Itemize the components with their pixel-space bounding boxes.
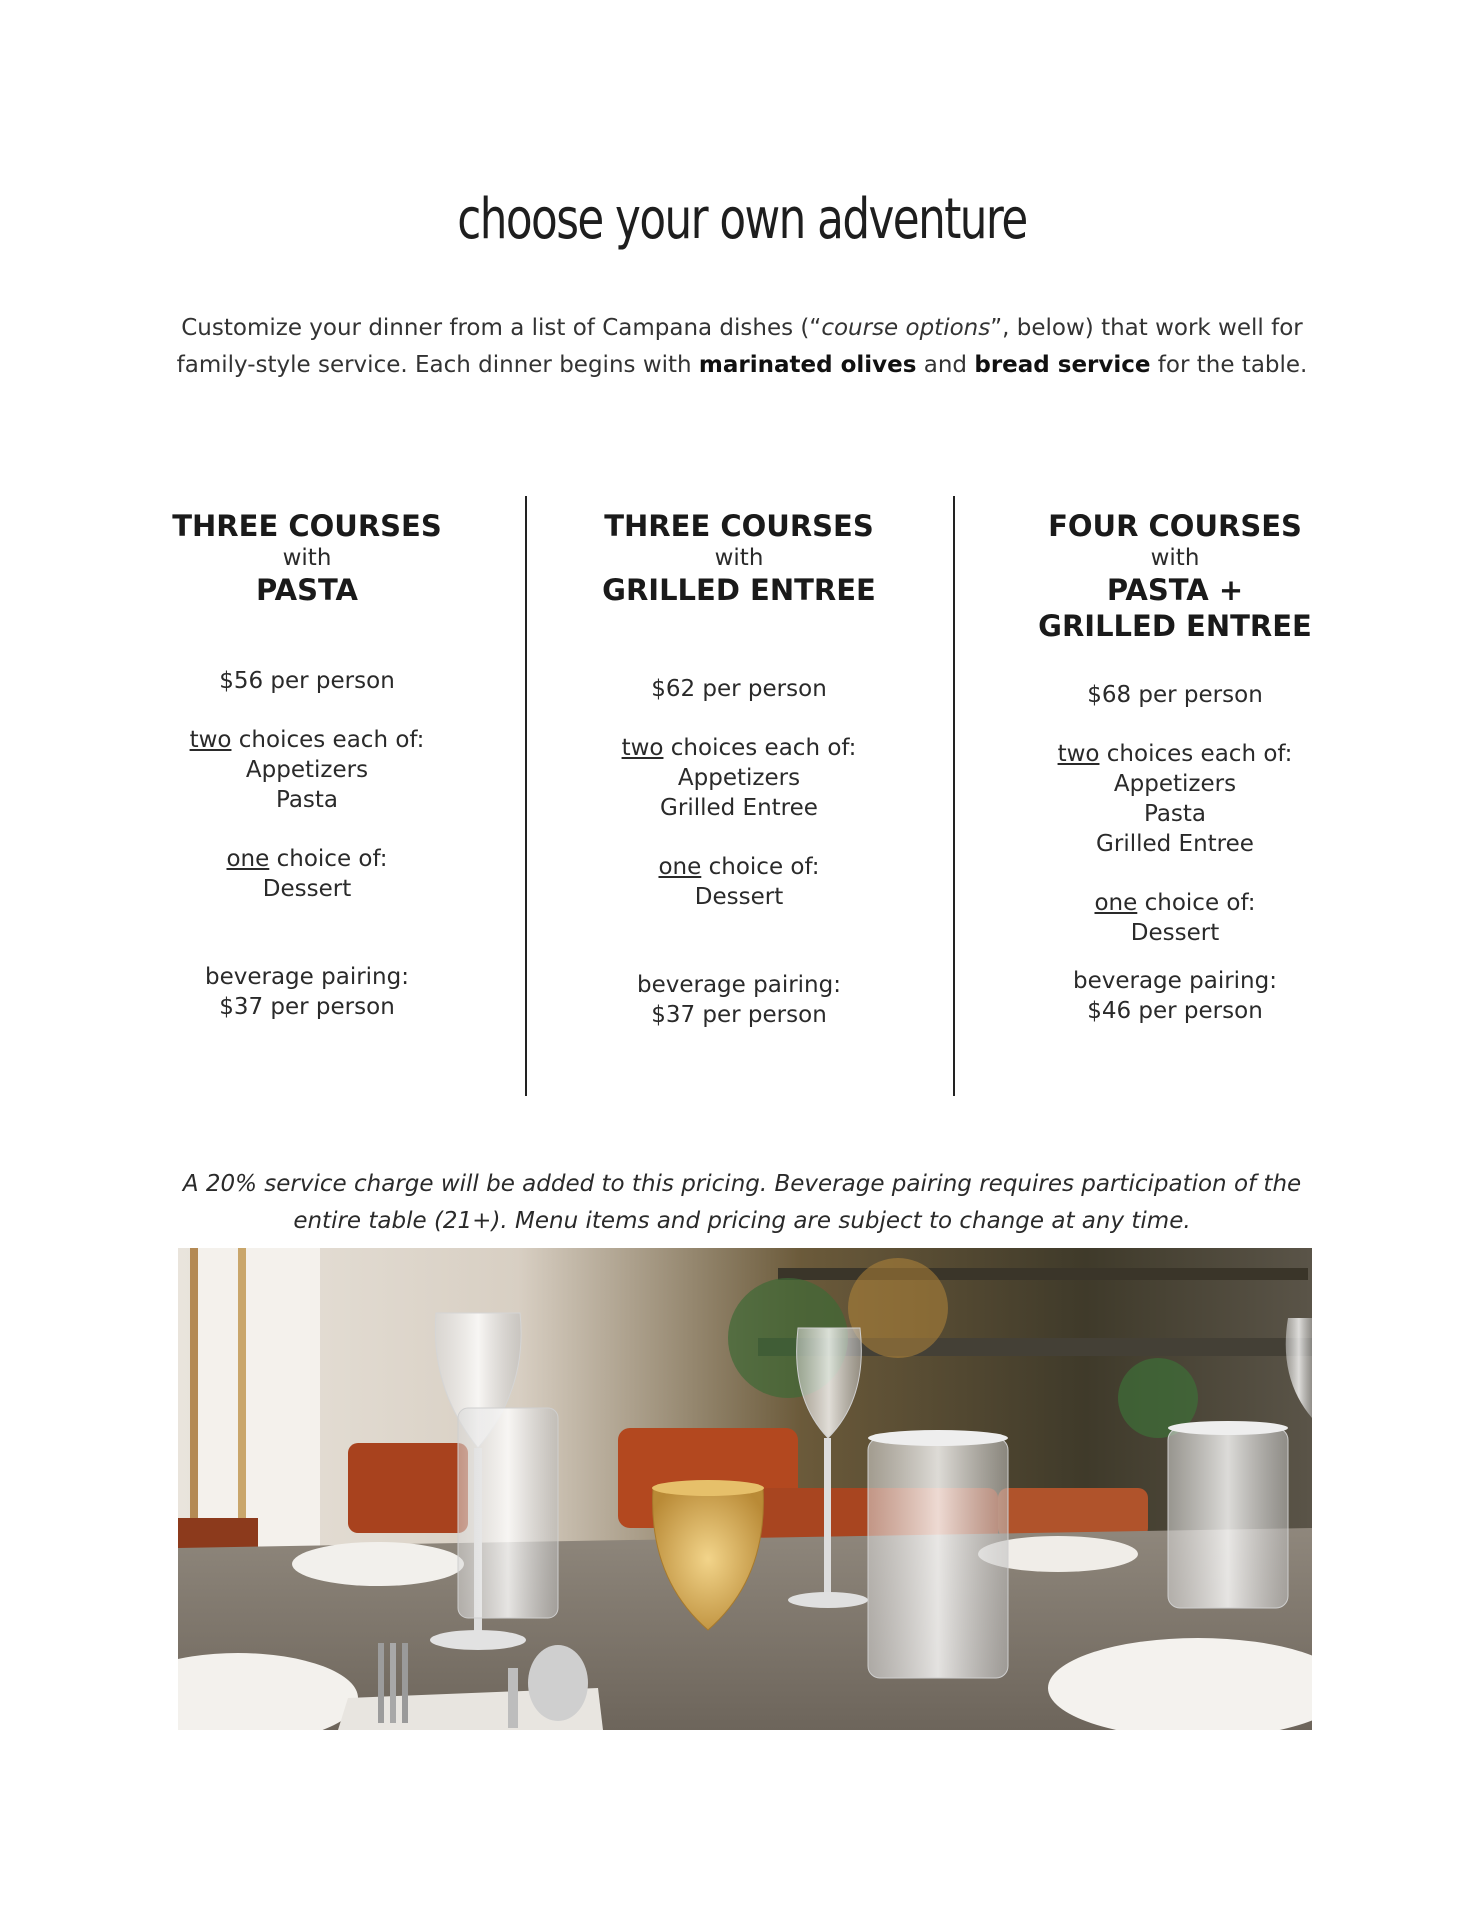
column-price: $62 per person — [651, 676, 827, 702]
choice-item: Pasta — [275, 787, 339, 813]
intro-bold-bread: bread service — [974, 352, 1151, 378]
column-price: $56 per person — [219, 668, 395, 694]
column-with: with — [282, 545, 332, 571]
choice-item: Dessert — [694, 884, 784, 910]
restaurant-table-photo — [178, 1248, 1312, 1730]
column-heading: THREE COURSES — [172, 509, 442, 543]
choice-item: Grilled Entree — [660, 795, 818, 821]
menu-column-grilled-entree — [577, 508, 901, 1030]
choice-item: Dessert — [262, 876, 352, 902]
pairing-label: beverage pairing: — [637, 972, 841, 998]
column-divider-1 — [525, 496, 527, 1096]
pairing-label: beverage pairing: — [1073, 968, 1277, 994]
intro-text-3: and — [916, 352, 975, 378]
intro-text-4: for the table. — [1150, 352, 1308, 378]
intro-text-2: ”, below) that work well for family-style service. Each dinner begins with — [176, 315, 1303, 378]
two-word: two — [1057, 741, 1100, 767]
column-subheading: PASTA — [256, 573, 358, 607]
pairing-price: $46 per person — [1087, 998, 1263, 1024]
column-price: $68 per person — [1087, 682, 1263, 708]
column-subheading: GRILLED ENTREE — [602, 573, 876, 607]
menu-column-pasta — [150, 508, 464, 1022]
intro-italic-course-options: course options — [821, 315, 991, 341]
one-word: one — [226, 846, 270, 872]
one-word: one — [1094, 890, 1138, 916]
two-word: two — [621, 735, 664, 761]
column-divider-2 — [953, 496, 955, 1096]
choice-item: Appetizers — [1113, 771, 1237, 797]
choice-item: Grilled Entree — [1096, 831, 1254, 857]
choice-item: Pasta — [1143, 801, 1207, 827]
column-subheading-2: GRILLED ENTREE — [1038, 609, 1312, 643]
intro-paragraph — [170, 310, 1314, 384]
two-word: two — [189, 727, 232, 753]
choice-item: Dessert — [1130, 920, 1220, 946]
two-choices-label: two choices each of: — [189, 727, 425, 753]
column-with: with — [1150, 545, 1200, 571]
two-choices-label: two choices each of: — [621, 735, 857, 761]
pairing-label: beverage pairing: — [205, 964, 409, 990]
choice-item: Appetizers — [677, 765, 801, 791]
menu-column-pasta-grilled-entree — [1010, 508, 1340, 1026]
two-choices-label: two choices each of: — [1057, 741, 1293, 767]
column-subheading: PASTA + — [1106, 573, 1244, 607]
pairing-price: $37 per person — [651, 1002, 827, 1028]
service-charge-note: A 20% service charge will be added to this pricing. Beverage pairing requires participation of the entire table (21+). Menu items and pricing are subject to change at any time. — [182, 1171, 1302, 1234]
choice-item: Appetizers — [245, 757, 369, 783]
column-heading: FOUR COURSES — [1048, 509, 1302, 543]
column-heading: THREE COURSES — [604, 509, 874, 543]
one-choice-label: one choice of: — [1094, 890, 1256, 916]
intro-text-1: Customize your dinner from a list of Campana dishes (“ — [181, 315, 822, 341]
page-title: choose your own adventure — [457, 187, 1027, 252]
one-choice-label: one choice of: — [658, 854, 820, 880]
one-word: one — [658, 854, 702, 880]
pairing-price: $37 per person — [219, 994, 395, 1020]
one-choice-label: one choice of: — [226, 846, 388, 872]
intro-bold-olives: marinated olives — [698, 352, 917, 378]
column-with: with — [714, 545, 764, 571]
